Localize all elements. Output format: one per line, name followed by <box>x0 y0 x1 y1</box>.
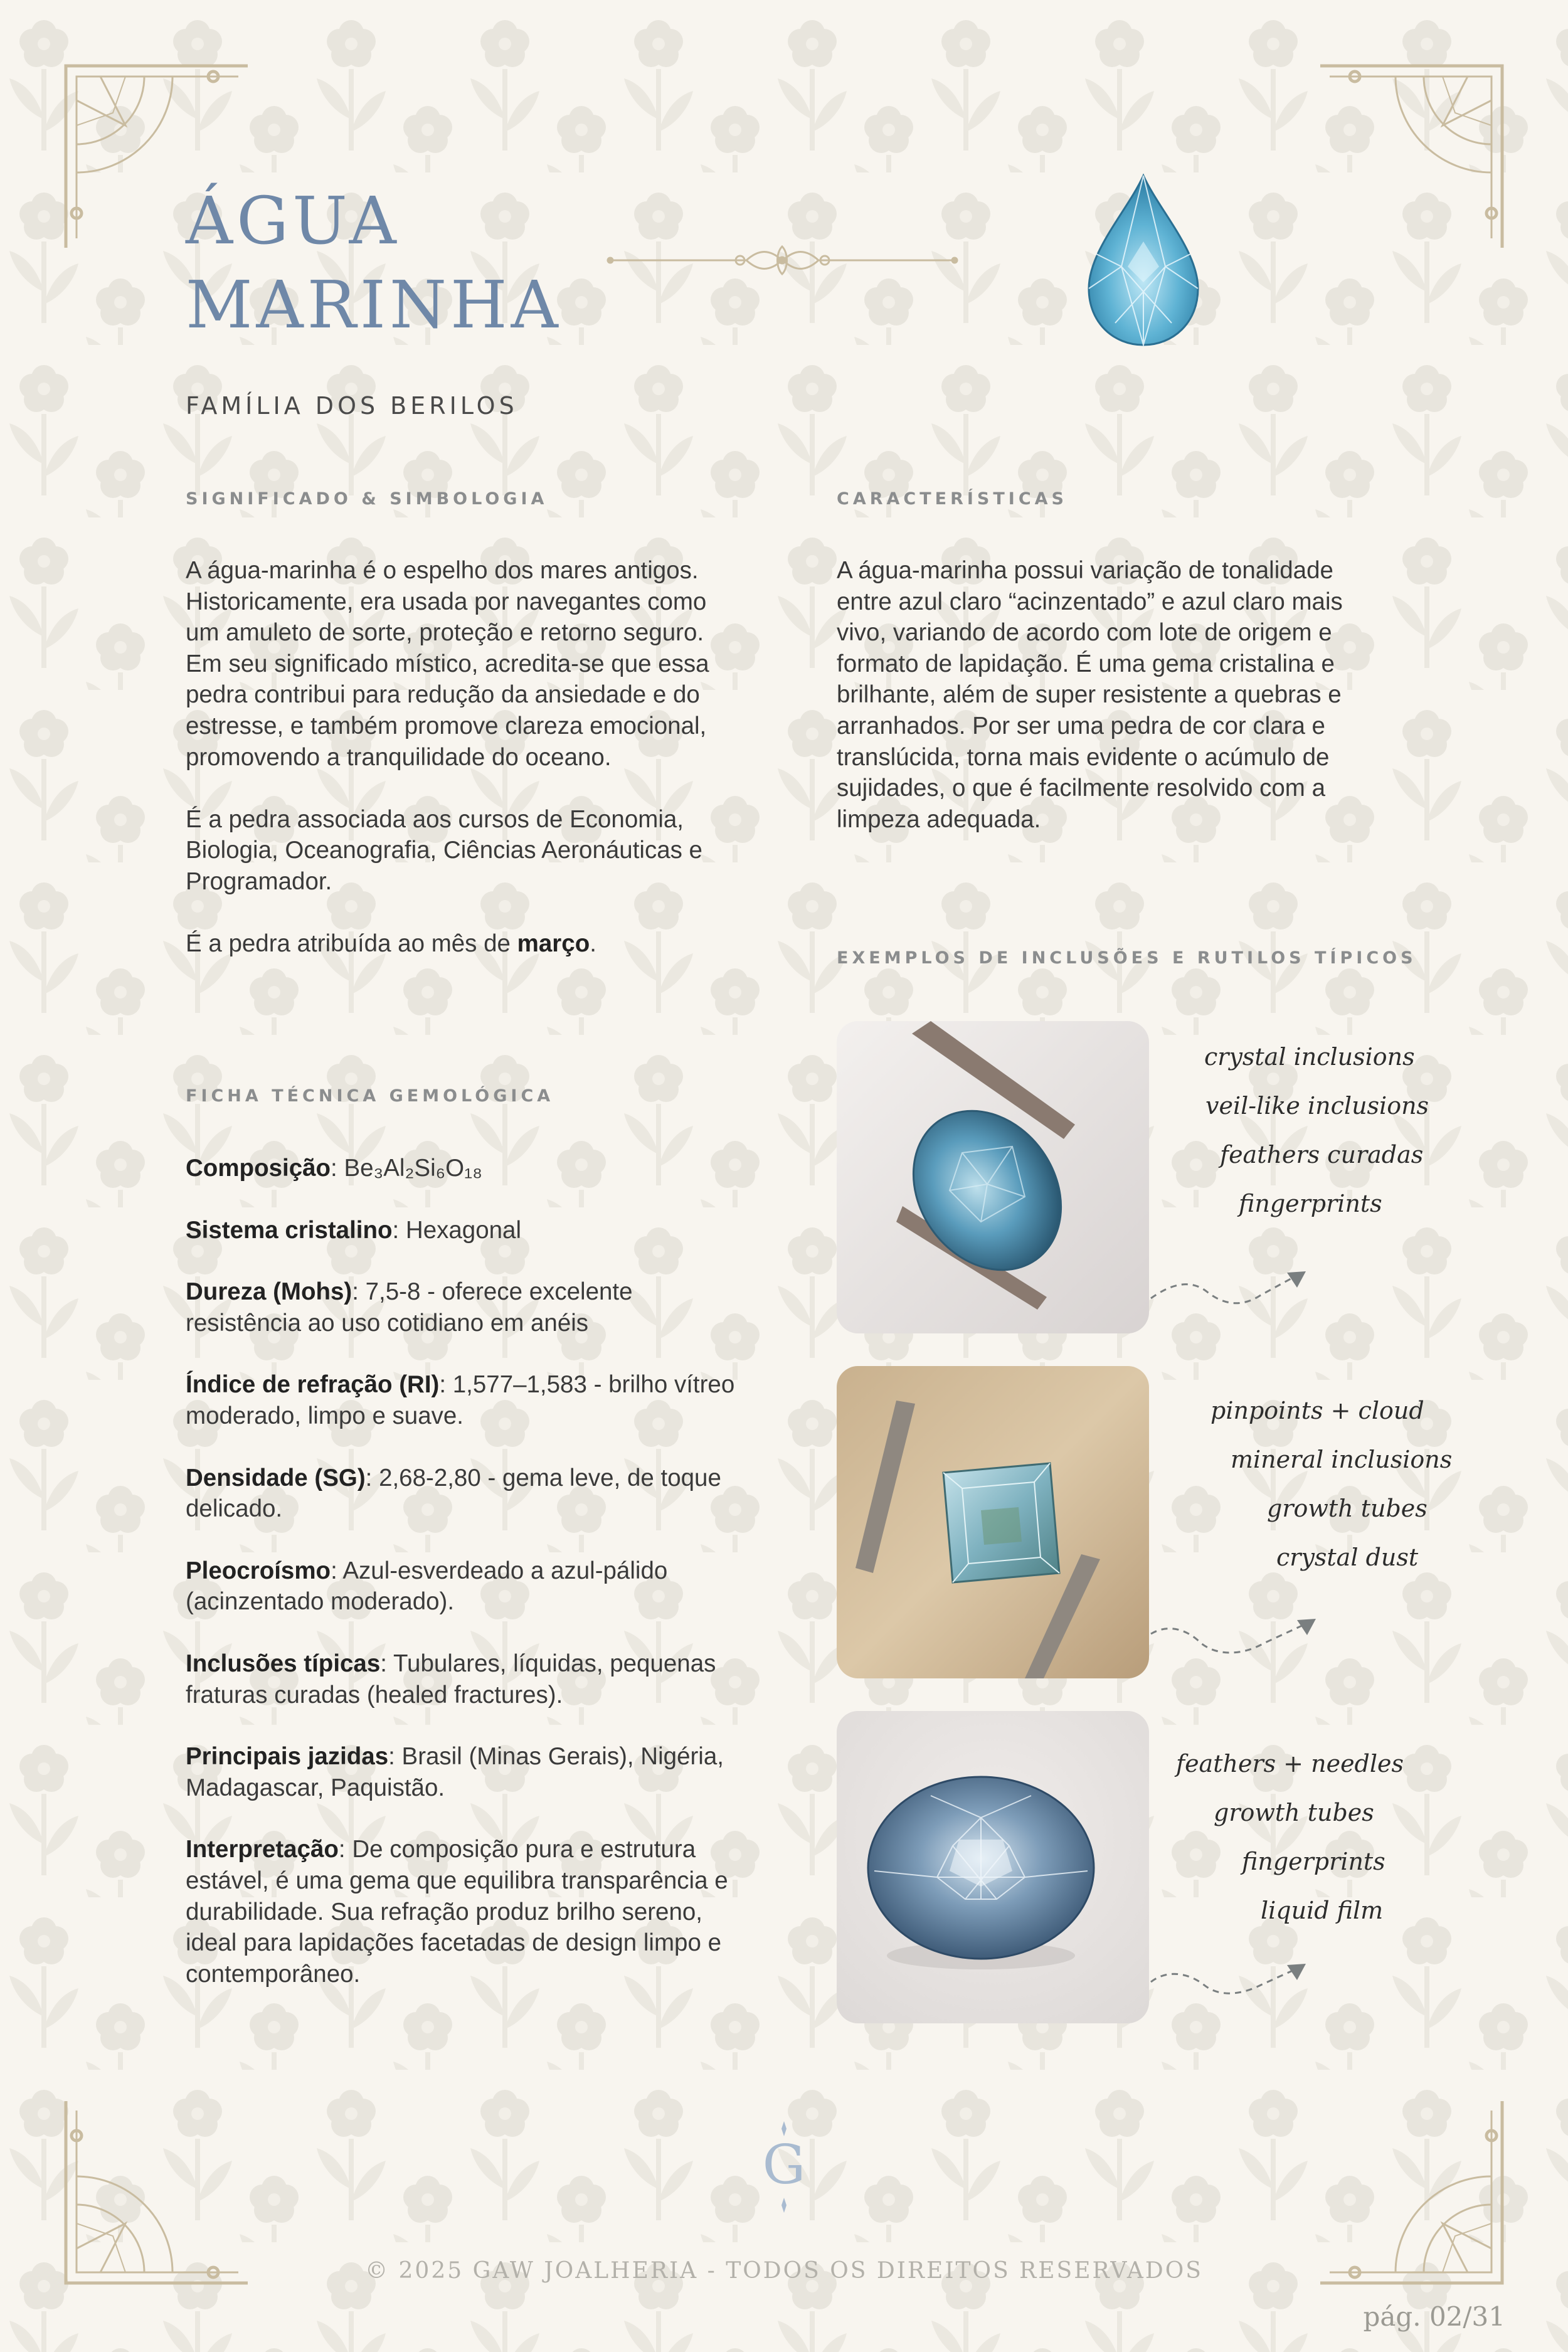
inclusion-note: feathers curadas <box>1220 1141 1424 1168</box>
spec-value: : 7,5-8 - oferece excelente resistência ao uso cotidiano em anéis <box>186 1278 633 1337</box>
significado-label: SIGNIFICADO & SIMBOLOGIA <box>186 489 548 509</box>
copyright-text: © 2025 GAW JOALHERIA - TODOS OS DIREITOS RESERVADOS <box>365 2258 1203 2284</box>
ficha-tecnica-label: FICHA TÉCNICA GEMOLÓGICA <box>186 1086 554 1106</box>
spec-value: : 1,577–1,583 - brilho vítreo moderado, limpo e suave. <box>186 1371 735 1429</box>
page-title <box>186 179 562 347</box>
spec-value: : 2,68-2,80 - gema leve, de toque delicado. <box>186 1464 721 1523</box>
ficha-tecnica-list <box>186 1153 744 2020</box>
inclusion-notes-3 <box>1167 1739 1404 1935</box>
dashed-arrow-2 <box>1148 1609 1323 1665</box>
month-suffix: . <box>590 930 596 958</box>
spec-value: : Hexagonal <box>392 1216 522 1244</box>
inclusion-note: crystal inclusions <box>1204 1043 1415 1071</box>
spec-item <box>186 1555 744 1618</box>
spec-item <box>186 1648 744 1710</box>
corner-ornament-top-right <box>1317 63 1505 251</box>
spec-item <box>186 1215 744 1246</box>
significado-paragraph-3 <box>186 928 738 960</box>
spec-item <box>186 1276 744 1338</box>
spec-item <box>186 1153 744 1184</box>
caracteristicas-text: A água-marinha possui variação de tonalidade entre azul claro “acinzentado” e azul claro mais vivo, variando de acordo com lote de origem e formato de lapidação. É uma gema cristalina e brilhante, além de super resistente a quebras e arranhados. Por ser uma pedra de cor clara e translúcida, torna mais evidente o acúmulo de sujidades, o que é facilmente resolvido com a limpeza adequada. <box>837 557 1343 833</box>
spec-key: Inclusões típicas <box>186 1650 381 1677</box>
title-line-1: ÁGUA <box>186 183 400 259</box>
spec-value: : Tubulares, líquidas, pequenas fraturas curadas (healed fractures). <box>186 1650 716 1708</box>
spec-key: Composição <box>186 1155 331 1182</box>
inclusion-note: liquid film <box>1261 1897 1384 1924</box>
inclusion-note: pinpoints + cloud <box>1210 1397 1424 1424</box>
spec-item <box>186 1369 744 1431</box>
spec-key: Pleocroísmo <box>186 1557 331 1584</box>
page-number: pág. 02/31 <box>1363 2301 1505 2332</box>
monogram-logo <box>746 2120 822 2214</box>
spec-value: : Azul-esverdeado a azul-pálido (acinzentado moderado). <box>186 1557 668 1616</box>
exemplos-label: EXEMPLOS DE INCLUSÕES E RUTILOS TÍPICOS <box>837 948 1417 968</box>
monogram-letter: G <box>762 2134 806 2196</box>
significado-paragraph-1: A água-marinha é o espelho dos mares antigos. Historicamente, era usada por navegantes como um amuleto de sorte, proteção e retorno seguro. Em seu significado místico, acredita-se que essa pedra contribui para redução da ansiedade e do estresse, e também promove clareza emocional, promovendo a tranquilidade do oceano. <box>186 557 709 771</box>
spec-item <box>186 1741 744 1803</box>
spec-value: : De composição pura e estrutura estável, é uma gema que equilibra transparência e durabilidade. Sua refração produz brilho sereno, ideal para lapidações facetadas de design limpo e contemporâneo. <box>186 1836 728 1988</box>
significado-section <box>186 555 738 960</box>
significado-paragraph-2: É a pedra associada aos cursos de Economia, Biologia, Oceanografia, Ciências Aeronáuticas e Programador. <box>186 805 702 895</box>
spec-key: Densidade (SG) <box>186 1464 366 1491</box>
inclusion-note: fingerprints <box>1242 1848 1385 1875</box>
inclusion-note: crystal dust <box>1276 1544 1419 1571</box>
spec-key: Principais jazidas <box>186 1743 389 1771</box>
month-prefix: É a pedra atribuída ao mês de <box>186 930 517 958</box>
inclusion-note: growth tubes <box>1267 1495 1428 1522</box>
month-name: março <box>517 930 590 958</box>
divider-ornament <box>605 241 960 279</box>
spec-item <box>186 1463 744 1525</box>
inclusion-note: feathers + needles <box>1176 1750 1404 1777</box>
spec-value: : Brasil (Minas Gerais), Nigéria, Madagascar, Paquistão. <box>186 1743 724 1801</box>
spec-key: Dureza (Mohs) <box>186 1278 352 1306</box>
dashed-arrow-3 <box>1148 1954 1317 2010</box>
inclusion-note: mineral inclusions <box>1231 1446 1453 1473</box>
spec-key: Índice de refração (RI) <box>186 1371 440 1399</box>
spec-value: : Be₃Al₂Si₆O₁₈ <box>331 1155 483 1182</box>
inclusion-notes-1 <box>1179 1032 1429 1228</box>
spec-key: Interpretação <box>186 1836 339 1863</box>
gem-family-subtitle: FAMÍLIA DOS BERILOS <box>186 392 518 420</box>
inclusion-note: growth tubes <box>1214 1799 1374 1826</box>
spec-item <box>186 1834 744 1989</box>
inclusion-note: veil-like inclusions <box>1205 1092 1429 1120</box>
dashed-arrow-1 <box>1148 1264 1311 1320</box>
inclusion-note: fingerprints <box>1239 1190 1382 1217</box>
inclusion-photo-2 <box>837 1366 1149 1678</box>
inclusion-photo-1 <box>837 1021 1149 1333</box>
inclusion-photo-3 <box>837 1711 1149 2023</box>
title-line-2: MARINHA <box>186 267 562 343</box>
aquamarine-gem-icon <box>1084 172 1203 348</box>
caracteristicas-label: CARACTERÍSTICAS <box>837 489 1067 509</box>
inclusion-notes-2 <box>1179 1386 1453 1582</box>
spec-key: Sistema cristalino <box>186 1216 393 1244</box>
